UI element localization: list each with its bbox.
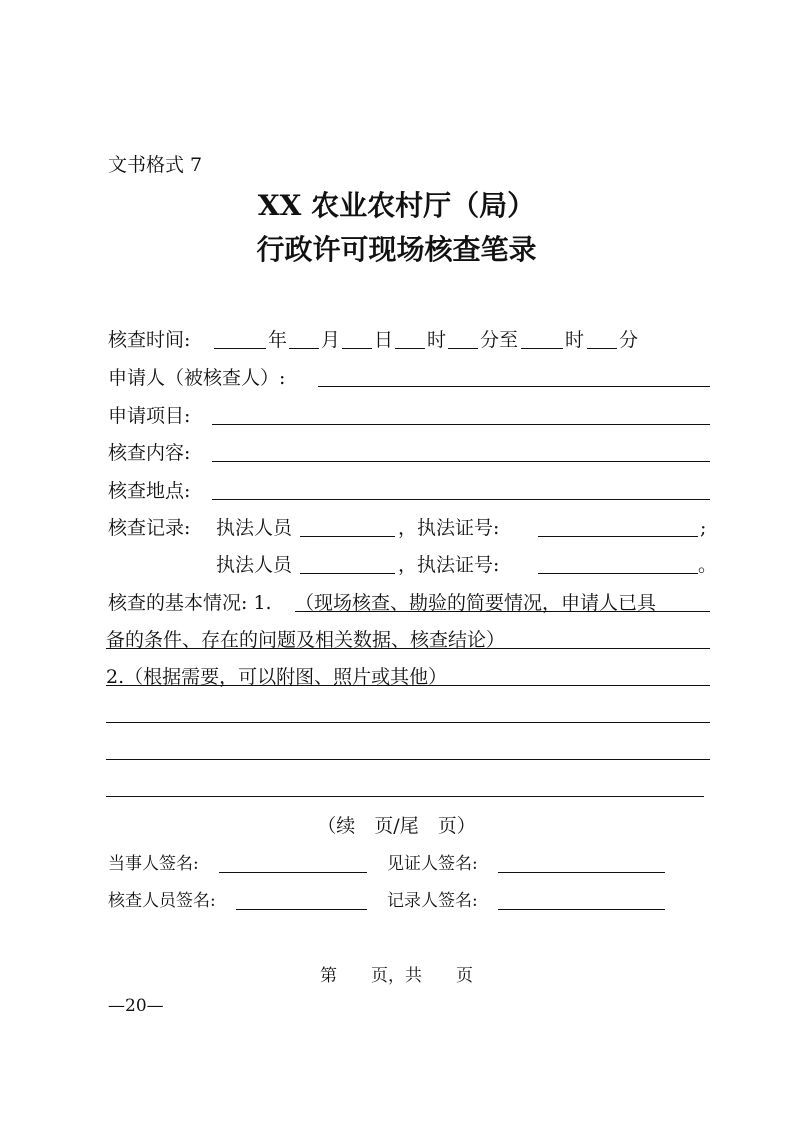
officer-field-1[interactable] — [300, 536, 395, 537]
inspection-content-field[interactable] — [212, 461, 710, 462]
inspection-record-label: 核查记录: — [108, 517, 191, 539]
day-field[interactable] — [342, 348, 372, 349]
application-item-field[interactable] — [212, 424, 710, 425]
basic-line-3[interactable] — [106, 685, 710, 686]
witness-signature-label: 见证人签名: — [387, 854, 478, 874]
continue-page-label: （续 页/尾 页） — [317, 815, 476, 837]
title-line-1: XX 农业农村厅（局） — [257, 189, 536, 222]
basic-line-1[interactable] — [295, 611, 710, 612]
basic-line-6[interactable] — [106, 796, 704, 797]
semicolon: ; — [700, 517, 707, 539]
inspection-time-label: 核查时间: — [108, 329, 191, 351]
cert-field-1[interactable] — [538, 536, 698, 537]
hour-end-label: 时 — [565, 329, 585, 351]
page-number: —20— — [108, 996, 164, 1016]
party-signature-label: 当事人签名: — [108, 854, 199, 874]
cert-field-2[interactable] — [538, 573, 698, 574]
recorder-signature-field[interactable] — [498, 909, 665, 910]
applicant-label: 申请人（被核查人）: — [108, 367, 286, 389]
basic-situation-hint-3: 2.（根据需要，可以附图、照片或其他） — [106, 666, 448, 688]
month-field[interactable] — [289, 348, 319, 349]
recorder-signature-label: 记录人签名: — [387, 891, 478, 911]
minute-start-field[interactable] — [448, 348, 478, 349]
inspection-content-label: 核查内容: — [108, 442, 191, 464]
inspection-location-field[interactable] — [212, 499, 710, 500]
minute-end-label: 分 — [619, 329, 639, 351]
hour-start-label: 时 — [427, 329, 447, 351]
cert-label-2: ，执法证号: — [398, 554, 500, 576]
day-label: 日 — [374, 329, 394, 351]
basic-situation-label: 核查的基本情况: 1. — [108, 592, 272, 614]
basic-line-4[interactable] — [106, 722, 710, 723]
basic-line-2[interactable] — [106, 648, 710, 649]
month-label: 月 — [321, 329, 341, 351]
party-signature-field[interactable] — [219, 872, 367, 873]
hour-start-field[interactable] — [395, 348, 425, 349]
basic-situation-hint-1: （现场核查、勘验的简要情况，申请人已具 — [295, 592, 657, 614]
title-line-2: 行政许可现场核查笔录 — [256, 233, 537, 266]
witness-signature-field[interactable] — [498, 872, 665, 873]
basic-line-5[interactable] — [106, 759, 710, 760]
basic-situation-hint-2: 备的条件、存在的问题及相关数据、核查结论） — [106, 629, 506, 651]
application-item-label: 申请项目: — [108, 405, 191, 427]
page-count: 第 页，共 页 — [320, 966, 473, 986]
inspection-location-label: 核查地点: — [108, 480, 191, 502]
year-field[interactable] — [214, 348, 266, 349]
minute-end-field[interactable] — [587, 348, 617, 349]
applicant-field[interactable] — [318, 386, 710, 387]
hour-end-field[interactable] — [521, 348, 563, 349]
year-label: 年 — [268, 329, 288, 351]
inspector-signature-field[interactable] — [236, 909, 367, 910]
inspector-signature-label: 核查人员签名: — [108, 891, 216, 911]
doc-format-label: 文书格式 7 — [108, 154, 203, 176]
minute-to-label: 分至 — [480, 329, 519, 351]
cert-label-1: ，执法证号: — [398, 517, 500, 539]
officer-label-2: 执法人员 — [216, 554, 293, 576]
period: 。 — [698, 554, 718, 576]
officer-label-1: 执法人员 — [216, 517, 293, 539]
officer-field-2[interactable] — [300, 573, 395, 574]
